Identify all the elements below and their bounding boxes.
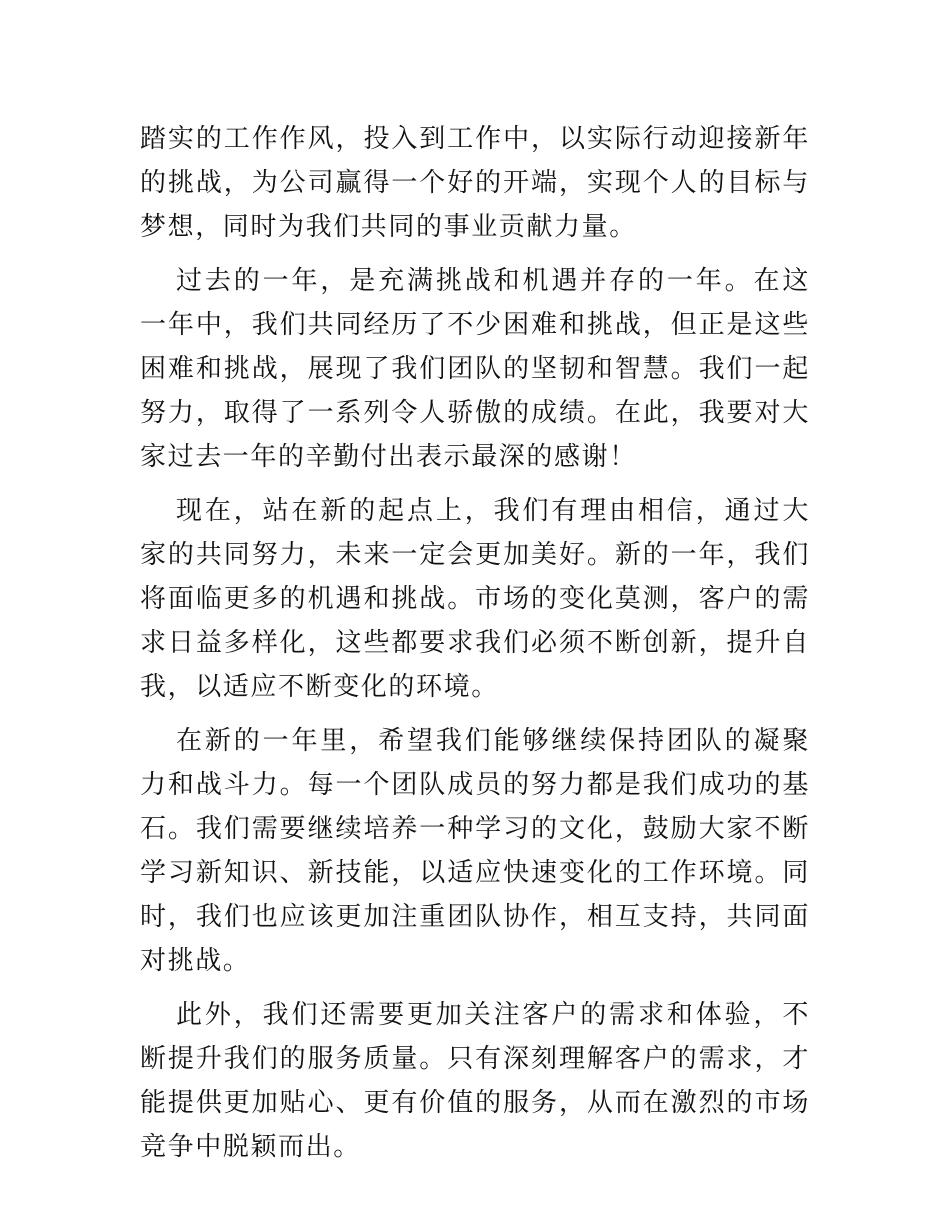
- paragraph-continuation: 踏实的工作作风，投入到工作中，以实际行动迎接新年的挑战，为公司赢得一个好的开端，实现个人的目标与梦想，同时为我们共同的事业贡献力量。: [140, 124, 810, 242]
- paragraph-customer-focus: 此外，我们还需要更加关注客户的需求和体验，不断提升我们的服务质量。只有深刻理解客户的需求，才能提供更加贴心、更有价值的服务，从而在激烈的市场竞争中脱颖而出。: [140, 1000, 810, 1162]
- paragraph-teamwork: 在新的一年里，希望我们能够继续保持团队的凝聚力和战斗力。每一个团队成员的努力都是我们成功的基石。我们需要继续培养一种学习的文化，鼓励大家不断学习新知识、新技能，以适应快速变化的工作环境。同时，我们也应该更加注重团队协作，相互支持，共同面对挑战。: [140, 726, 810, 976]
- document-body: [140, 117, 810, 1179]
- paragraph-new-start: 现在，站在新的起点上，我们有理由相信，通过大家的共同努力，未来一定会更加美好。新的一年，我们将面临更多的机遇和挑战。市场的变化莫测，客户的需求日益多样化，这些都要求我们必须不断创新，提升自我，以适应不断变化的环境。: [140, 496, 810, 702]
- paragraph-past-year: 过去的一年，是充满挑战和机遇并存的一年。在这一年中，我们共同经历了不少困难和挑战，但正是这些困难和挑战，展现了我们团队的坚韧和智慧。我们一起努力，取得了一系列令人骄傲的成绩。在此，我要对大家过去一年的辛勤付出表示最深的感谢！: [140, 266, 810, 472]
